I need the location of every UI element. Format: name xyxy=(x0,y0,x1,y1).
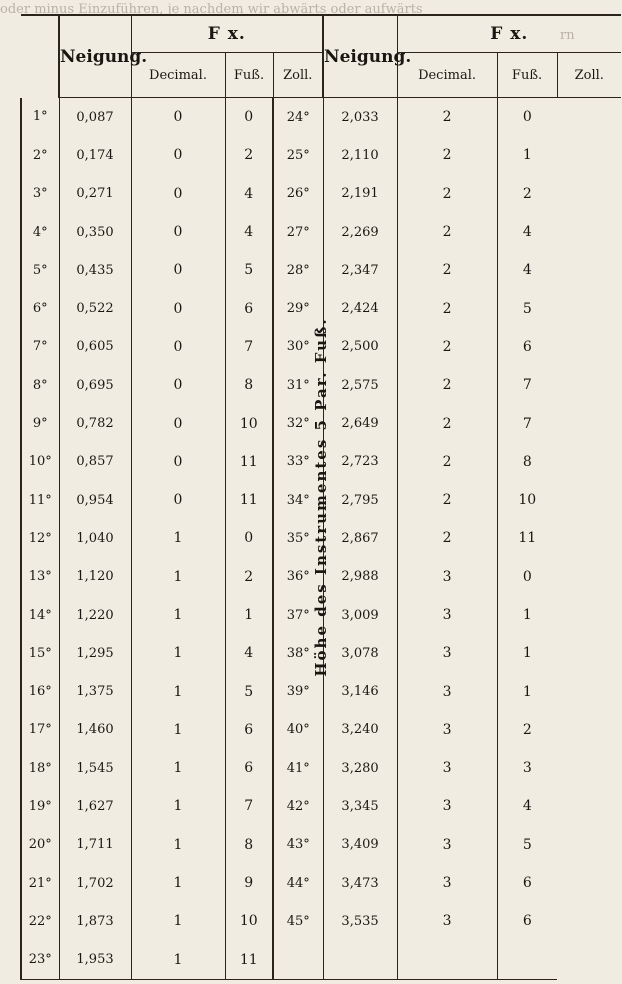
foot-cell: 0 xyxy=(131,136,225,174)
decimal-cell: 2,988 xyxy=(323,558,397,596)
table-row xyxy=(21,711,621,749)
decimal-cell: 3,009 xyxy=(323,596,397,634)
foot-cell: 0 xyxy=(131,404,225,442)
decimal-cell: 3,345 xyxy=(323,787,397,825)
foot-cell: 0 xyxy=(131,175,225,213)
decimal-cell: 3,240 xyxy=(323,711,397,749)
inch-cell: 0 xyxy=(497,558,557,596)
inclination-cell: 34° xyxy=(273,481,323,519)
inclination-cell: 10° xyxy=(21,443,59,481)
table-row xyxy=(21,213,621,251)
decimal-cell: 1,220 xyxy=(59,596,131,634)
decimal-cell: 0,954 xyxy=(59,481,131,519)
inclination-cell: 24° xyxy=(273,98,323,137)
inch-cell: 11 xyxy=(497,519,557,557)
decimal-cell: 3,473 xyxy=(323,864,397,902)
table-row xyxy=(21,749,621,787)
inch-cell: 2 xyxy=(225,558,273,596)
inch-cell: 3 xyxy=(497,749,557,787)
decimal-cell: 1,460 xyxy=(59,711,131,749)
decimal-cell: 2,033 xyxy=(323,98,397,137)
foot-cell: 1 xyxy=(131,787,225,825)
foot-cell: 1 xyxy=(131,941,225,980)
decimal-cell: 0,857 xyxy=(59,443,131,481)
inch-cell: 5 xyxy=(497,289,557,327)
foot-cell xyxy=(397,941,497,980)
decimal-cell: 1,545 xyxy=(59,749,131,787)
table-row xyxy=(21,672,621,710)
decimal-cell: 2,723 xyxy=(323,443,397,481)
bleed-through-text: oder minus Einzuführen, je nachdem wir abwärts oder aufwärts xyxy=(0,2,423,17)
decimal-cell: 1,711 xyxy=(59,826,131,864)
inclination-cell: 13° xyxy=(21,558,59,596)
inclination-cell: 9° xyxy=(21,404,59,442)
decimal-cell: 1,295 xyxy=(59,634,131,672)
inch-cell: 8 xyxy=(225,366,273,404)
decimal-cell: 2,649 xyxy=(323,404,397,442)
foot-cell: 1 xyxy=(131,634,225,672)
decimal-header: Decimal. xyxy=(131,53,225,98)
inch-cell: 4 xyxy=(225,213,273,251)
inch-cell: 6 xyxy=(497,328,557,366)
decimal-cell: 0,782 xyxy=(59,404,131,442)
inclination-cell: 31° xyxy=(273,366,323,404)
foot-header: Fuß. xyxy=(225,53,273,98)
decimal-cell: 2,795 xyxy=(323,481,397,519)
decimal-cell: 0,271 xyxy=(59,175,131,213)
bleed-through-fragment: rn xyxy=(560,28,575,43)
inch-cell: 4 xyxy=(225,634,273,672)
foot-cell: 2 xyxy=(397,136,497,174)
foot-cell: 1 xyxy=(131,558,225,596)
inclination-header: Neigung. xyxy=(59,15,131,98)
inclination-cell: 26° xyxy=(273,175,323,213)
inclination-cell: 35° xyxy=(273,519,323,557)
foot-cell: 2 xyxy=(397,519,497,557)
foot-cell: 2 xyxy=(397,175,497,213)
decimal-cell: 1,702 xyxy=(59,864,131,902)
decimal-cell: 0,605 xyxy=(59,328,131,366)
table-row xyxy=(21,941,621,980)
foot-cell: 3 xyxy=(397,826,497,864)
foot-cell: 2 xyxy=(397,443,497,481)
inclination-cell: 16° xyxy=(21,672,59,710)
inch-cell: 2 xyxy=(497,711,557,749)
decimal-cell: 1,627 xyxy=(59,787,131,825)
table-row xyxy=(21,902,621,940)
inch-cell: 6 xyxy=(225,749,273,787)
foot-cell: 2 xyxy=(397,366,497,404)
inclination-cell: 19° xyxy=(21,787,59,825)
inch-cell: 0 xyxy=(497,98,557,137)
decimal-cell: 3,146 xyxy=(323,672,397,710)
inch-cell: 5 xyxy=(225,672,273,710)
inch-cell: 0 xyxy=(225,98,273,137)
decimal-cell: 2,575 xyxy=(323,366,397,404)
foot-cell: 0 xyxy=(131,289,225,327)
decimal-cell: 1,040 xyxy=(59,519,131,557)
foot-cell: 2 xyxy=(397,213,497,251)
foot-cell: 3 xyxy=(397,864,497,902)
inclination-cell: 30° xyxy=(273,328,323,366)
inch-cell: 1 xyxy=(497,136,557,174)
inch-cell: 4 xyxy=(497,213,557,251)
inch-cell: 8 xyxy=(497,443,557,481)
table-row xyxy=(21,787,621,825)
decimal-cell: 2,110 xyxy=(323,136,397,174)
foot-cell: 0 xyxy=(131,98,225,137)
inclination-cell: 40° xyxy=(273,711,323,749)
decimal-cell: 1,120 xyxy=(59,558,131,596)
inclination-cell: 36° xyxy=(273,558,323,596)
foot-cell: 3 xyxy=(397,902,497,940)
table-row xyxy=(21,98,621,137)
decimal-cell xyxy=(323,941,397,980)
inch-cell: 4 xyxy=(225,175,273,213)
inclination-cell: 17° xyxy=(21,711,59,749)
decimal-cell: 1,953 xyxy=(59,941,131,980)
fx-header-2: F x. xyxy=(397,15,621,53)
table-row xyxy=(21,826,621,864)
inclination-cell: 22° xyxy=(21,902,59,940)
foot-cell: 2 xyxy=(397,404,497,442)
inch-cell: 2 xyxy=(225,136,273,174)
decimal-cell: 0,695 xyxy=(59,366,131,404)
inclination-cell: 18° xyxy=(21,749,59,787)
inclination-cell xyxy=(273,941,323,980)
inclination-cell: 14° xyxy=(21,596,59,634)
foot-cell: 1 xyxy=(131,711,225,749)
foot-cell: 2 xyxy=(397,289,497,327)
inch-cell: 10 xyxy=(497,481,557,519)
decimal-cell: 1,375 xyxy=(59,672,131,710)
foot-cell: 0 xyxy=(131,443,225,481)
decimal-cell: 2,347 xyxy=(323,251,397,289)
inclination-cell: 6° xyxy=(21,289,59,327)
inch-cell: 7 xyxy=(225,328,273,366)
decimal-cell: 1,873 xyxy=(59,902,131,940)
inch-cell: 7 xyxy=(225,787,273,825)
inch-cell: 11 xyxy=(225,481,273,519)
inclination-cell: 7° xyxy=(21,328,59,366)
inclination-cell: 32° xyxy=(273,404,323,442)
decimal-cell: 3,280 xyxy=(323,749,397,787)
decimal-cell: 2,191 xyxy=(323,175,397,213)
foot-cell: 2 xyxy=(397,98,497,137)
decimal-cell: 0,174 xyxy=(59,136,131,174)
foot-cell: 0 xyxy=(131,328,225,366)
foot-cell: 3 xyxy=(397,558,497,596)
inclination-cell: 27° xyxy=(273,213,323,251)
inch-cell: 7 xyxy=(497,366,557,404)
inclination-cell: 5° xyxy=(21,251,59,289)
inch-header: Zoll. xyxy=(273,53,323,98)
foot-cell: 0 xyxy=(131,213,225,251)
foot-cell: 1 xyxy=(131,902,225,940)
inclination-cell: 23° xyxy=(21,941,59,980)
table-row xyxy=(21,136,621,174)
decimal-cell: 0,435 xyxy=(59,251,131,289)
decimal-cell: 0,350 xyxy=(59,213,131,251)
decimal-cell: 3,078 xyxy=(323,634,397,672)
inch-cell: 8 xyxy=(225,826,273,864)
inch-cell: 5 xyxy=(225,251,273,289)
inclination-cell: 12° xyxy=(21,519,59,557)
decimal-cell: 2,269 xyxy=(323,213,397,251)
inclination-cell: 42° xyxy=(273,787,323,825)
foot-cell: 3 xyxy=(397,749,497,787)
inch-header-2: Zoll. xyxy=(557,53,621,98)
inch-cell: 1 xyxy=(497,672,557,710)
inch-cell: 11 xyxy=(225,443,273,481)
inch-cell: 6 xyxy=(497,864,557,902)
inclination-cell: 33° xyxy=(273,443,323,481)
foot-header-2: Fuß. xyxy=(497,53,557,98)
inch-cell: 6 xyxy=(225,711,273,749)
inclination-cell: 25° xyxy=(273,136,323,174)
inclination-table xyxy=(20,14,621,980)
table-row xyxy=(21,251,621,289)
foot-cell: 3 xyxy=(397,711,497,749)
foot-cell: 2 xyxy=(397,481,497,519)
foot-cell: 1 xyxy=(131,826,225,864)
decimal-cell: 3,535 xyxy=(323,902,397,940)
inch-cell: 7 xyxy=(497,404,557,442)
inclination-cell: 15° xyxy=(21,634,59,672)
instrument-height-label: Höhe des Instrumentes 5 Par. Fuß. xyxy=(312,317,331,677)
inclination-cell: 21° xyxy=(21,864,59,902)
inch-cell: 1 xyxy=(497,634,557,672)
foot-cell: 3 xyxy=(397,787,497,825)
decimal-cell: 2,424 xyxy=(323,289,397,327)
decimal-cell: 2,500 xyxy=(323,328,397,366)
inch-cell: 6 xyxy=(225,289,273,327)
inclination-cell: 4° xyxy=(21,213,59,251)
inclination-cell: 45° xyxy=(273,902,323,940)
decimal-cell: 0,522 xyxy=(59,289,131,327)
inclination-header-2: Neigung. xyxy=(323,15,397,98)
decimal-cell: 3,409 xyxy=(323,826,397,864)
inclination-cell: 43° xyxy=(273,826,323,864)
decimal-cell: 2,867 xyxy=(323,519,397,557)
inclination-cell: 2° xyxy=(21,136,59,174)
foot-cell: 2 xyxy=(397,251,497,289)
inch-cell: 10 xyxy=(225,902,273,940)
inch-cell: 1 xyxy=(225,596,273,634)
inclination-cell: 11° xyxy=(21,481,59,519)
inclination-cell: 29° xyxy=(273,289,323,327)
foot-cell: 3 xyxy=(397,596,497,634)
inch-cell: 6 xyxy=(497,902,557,940)
inclination-cell: 37° xyxy=(273,596,323,634)
decimal-cell: 0,087 xyxy=(59,98,131,137)
foot-cell: 1 xyxy=(131,596,225,634)
inclination-cell: 28° xyxy=(273,251,323,289)
inch-cell xyxy=(497,941,557,980)
inch-cell: 0 xyxy=(225,519,273,557)
inclination-cell: 8° xyxy=(21,366,59,404)
inch-cell: 10 xyxy=(225,404,273,442)
foot-cell: 2 xyxy=(397,328,497,366)
inclination-cell: 44° xyxy=(273,864,323,902)
fx-header: F x. xyxy=(131,15,323,53)
foot-cell: 1 xyxy=(131,749,225,787)
foot-cell: 3 xyxy=(397,634,497,672)
table-row xyxy=(21,175,621,213)
inclination-cell: 41° xyxy=(273,749,323,787)
inclination-cell: 39° xyxy=(273,672,323,710)
foot-cell: 0 xyxy=(131,366,225,404)
foot-cell: 0 xyxy=(131,251,225,289)
table-row xyxy=(21,864,621,902)
foot-cell: 3 xyxy=(397,672,497,710)
inch-cell: 4 xyxy=(497,787,557,825)
inclination-cell: 20° xyxy=(21,826,59,864)
inch-cell: 5 xyxy=(497,826,557,864)
inclination-cell: 1° xyxy=(21,98,59,137)
inch-cell: 9 xyxy=(225,864,273,902)
decimal-header-2: Decimal. xyxy=(397,53,497,98)
inch-cell: 11 xyxy=(225,941,273,980)
inch-cell: 2 xyxy=(497,175,557,213)
inclination-cell: 3° xyxy=(21,175,59,213)
foot-cell: 1 xyxy=(131,519,225,557)
foot-cell: 1 xyxy=(131,672,225,710)
foot-cell: 1 xyxy=(131,864,225,902)
inch-cell: 1 xyxy=(497,596,557,634)
inclination-cell: 38° xyxy=(273,634,323,672)
foot-cell: 0 xyxy=(131,481,225,519)
inch-cell: 4 xyxy=(497,251,557,289)
